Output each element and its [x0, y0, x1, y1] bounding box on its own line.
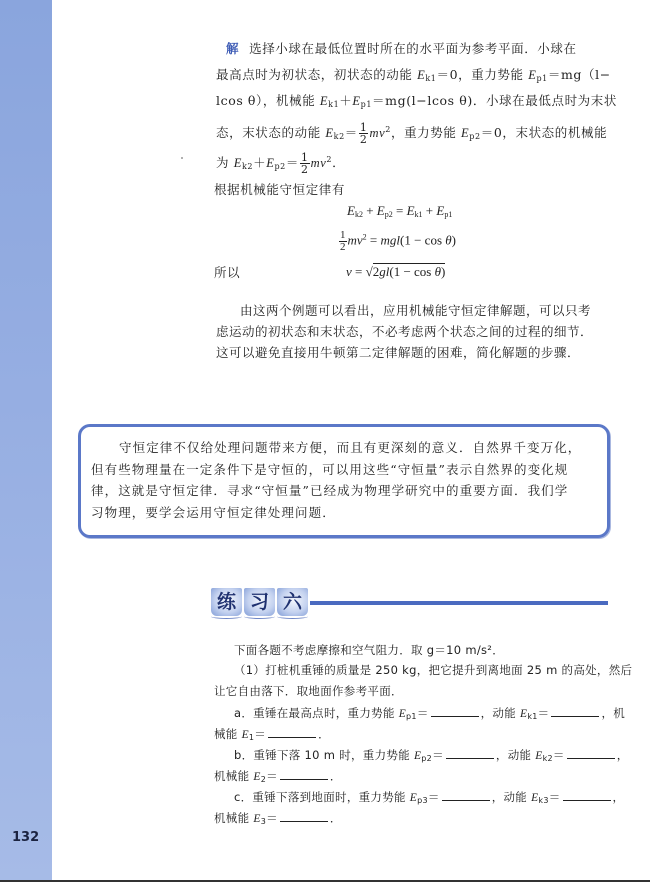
answer-blank-e1[interactable] [268, 725, 316, 738]
question-1a-line-1: a．重锤在最高点时，重力势能 $E_{p1}=$ ，动能 $E_{k1}=$ ，机 [234, 706, 626, 721]
solution-line-5: 为 $E_{k2}+E_{p2}=$ $\frac{1}{2}$ $mv^2$． [216, 151, 346, 176]
solution-line-3: lcos θ），机械能 $E_{k1}+E_{p1}=mg(l-lcos$ θ)．小球在最低点时为末状 [216, 93, 617, 109]
question-1-line-2: 让它自由落下．取地面作参考平面． [214, 684, 403, 698]
answer-blank-e2[interactable] [280, 767, 328, 780]
conservation-intro: 根据机械能守恒定律有 [214, 182, 346, 197]
answer-blank-ep1[interactable] [431, 704, 479, 717]
equation-energy-conservation: $E_{k2} + E_{p2} = E_{k1} + E_{p1}$ [347, 203, 453, 219]
solution-label: 解 [226, 41, 240, 56]
solution-line-2: 最高点时为初状态，初状态的动能 $E_{k1}=0$，重力势能 $E_{p1}=mg(l-$ [216, 67, 611, 83]
equation-kinetic-potential: $\frac{1}{2}$ $mv^2 = mgl(1 - \cos \theta)$ [340, 229, 456, 253]
answer-blank-e3[interactable] [280, 809, 328, 822]
exercise-title-tile-3: 六 [277, 588, 308, 616]
question-1c-line-2: 机械能 $E_3=$ ． [214, 811, 342, 826]
question-1b-line-2: 机械能 $E_2=$ ． [214, 769, 342, 784]
page-number: 132 [12, 830, 40, 845]
solution-line-4: 态，末状态的动能 $E_{k2}=$ $\frac{1}{2}$ $mv^2$，重力势能 $E_{p2}=0$，末状态的机械能 [216, 121, 608, 146]
note-box-text: 守恒定律不仅给处理问题带来方便，而且有更深刻的意义．自然界千变万化， 但有些物理量在一定条件下是守恒的，可以用这些“守恒量”表示自然界的变化规 律，这就是守恒定律．寻求“守恒量”已经成为物理学研究中的重要方面．我们学 习物理，要学会运用守恒定律处理问题． [91, 440, 582, 520]
speck [181, 157, 183, 159]
answer-blank-ek1[interactable] [551, 704, 599, 717]
solution-line-1: 解 选择小球在最低位置时所在的水平面为参考平面．小球在 [226, 41, 577, 56]
question-1-line-1: （1）打桩机重锤的质量是 250 kg，把它提升到离地面 25 m 的高处，然后 [234, 663, 633, 677]
summary-paragraph: 由这两个例题可以看出，应用机械能守恒定律解题，可以只考 虑运动的初状态和末状态，不必考虑两个状态之间的过程的细节． 这可以避免直接用牛顿第二定律解题的困难，简化解题的步骤． [216, 303, 594, 360]
exercise-intro: 下面各题不考虑摩擦和空气阻力．取 g＝10 m/s²． [234, 643, 505, 657]
question-1a-line-2: 械能 $E_1=$ ． [214, 727, 330, 742]
therefore-label: 所以 [214, 265, 241, 280]
exercise-header-rule [310, 601, 608, 605]
answer-blank-ep2[interactable] [446, 746, 494, 759]
note-box [78, 424, 610, 538]
answer-blank-ek2[interactable] [567, 746, 615, 759]
exercise-title-tile-2: 习 [244, 588, 275, 616]
answer-blank-ek3[interactable] [563, 788, 611, 801]
equation-velocity: v = √2gl(1 − cos θ) [346, 264, 446, 279]
answer-blank-ep3[interactable] [442, 788, 490, 801]
question-1c-line-1: c．重锤下落到地面时，重力势能 $E_{p3}=$ ，动能 $E_{k3}=$ ， [234, 790, 625, 805]
exercise-title-tile-1: 练 [211, 588, 242, 616]
question-1b-line-1: b．重锤下落 10 m 时，重力势能 $E_{p2}=$ ，动能 $E_{k2}=$ ， [234, 748, 629, 763]
page-margin-band [0, 0, 52, 880]
